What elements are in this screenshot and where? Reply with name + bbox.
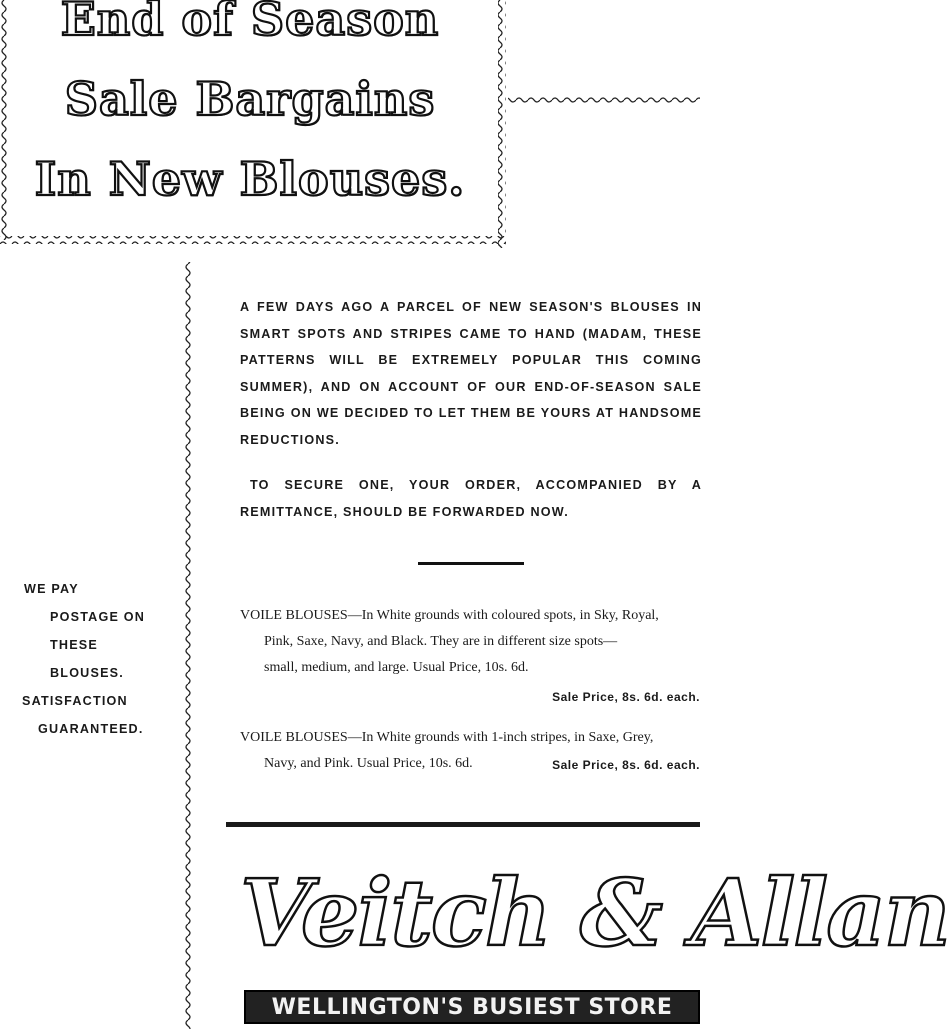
intro-paragraph-2: TO SECURE ONE, YOUR ORDER, ACCOMPANIED BY A REMITTANCE, SHOULD BE FORWARDED NOW. — [240, 478, 702, 519]
intro-paragraph-1: A FEW DAYS AGO A PARCEL OF NEW SEASON'S BLOUSES IN SMART SPOTS AND STRIPES CAME TO HAND (MADAM, THESE PATTERNS WILL BE EXTREMELY POPULAR THIS COMING SUMMER), AND ON ACCOUNT OF OUR END-OF-SEASON SALE BEING ON WE DECIDED TO LET THEM BE YOURS AT HANDSOME REDUCTIONS. — [240, 300, 702, 447]
item-description-line: VOILE BLOUSES—In White grounds with coloured spots, in Sky, Royal, — [240, 608, 659, 623]
headline-line-3: In New Blouses. — [34, 152, 466, 206]
side-note-line: BLOUSES. — [50, 666, 124, 680]
item-description-line: VOILE BLOUSES—In White grounds with 1-inch stripes, in Saxe, Grey, — [240, 730, 654, 745]
side-note-line: POSTAGE ON — [50, 610, 146, 624]
side-note-line: SATISFACTION — [22, 694, 128, 708]
side-note-line: THESE — [50, 638, 98, 652]
item-description-line: Navy, and Pink. Usual Price, 10s. 6d. — [264, 756, 473, 771]
item-description-line: small, medium, and large. Usual Price, 10s. 6d. — [264, 660, 529, 675]
store-slogan-banner — [244, 990, 700, 1024]
side-note-line: GUARANTEED. — [38, 722, 144, 736]
item-description-line: Pink, Saxe, Navy, and Black. They are in different size spots— — [264, 634, 618, 649]
sale-price: Sale Price, 8s. 6d. each. — [552, 758, 700, 772]
headline-line-1: End of Season — [60, 0, 440, 46]
headline-line-2: Sale Bargains — [64, 72, 436, 126]
store-slogan: WELLINGTON'S BUSIEST STORE — [271, 994, 673, 1020]
sale-price: Sale Price, 8s. 6d. each. — [552, 690, 700, 704]
side-note-line: WE PAY — [24, 582, 79, 596]
store-logo: Veitch & Allan — [240, 859, 949, 967]
